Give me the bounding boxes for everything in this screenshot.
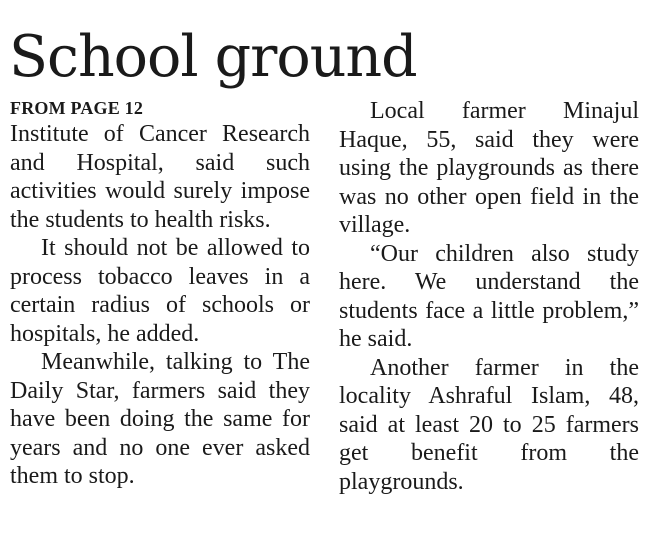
paragraph: Local farmer Minajul Haque, 55, said they were using the playgrounds as there was no other open field in the village. [339,98,639,238]
paragraph: It should not be allowed to process tobacco leaves in a certain radius of schools or hospitals, he added. [10,235,310,347]
article-column-right [339,97,639,496]
paragraph: “Our children also study here. We understand the students face a little problem,” he said. [339,240,639,352]
article-column-left [10,120,310,491]
paragraph: Meanwhile, talking to The Daily Star, farmers said they have been doing the same for years and no one ever asked them to stop. [10,349,310,489]
paragraph: Institute of Cancer Research and Hospital, said such activities would surely impose the students to health risks. [10,121,310,233]
jump-line: FROM PAGE 12 [10,98,144,118]
paragraph: Another farmer in the locality Ashraful Islam, 48, said at least 20 to 25 farmers get benefit from the playgrounds. [339,354,639,495]
headline: School ground [9,24,417,90]
